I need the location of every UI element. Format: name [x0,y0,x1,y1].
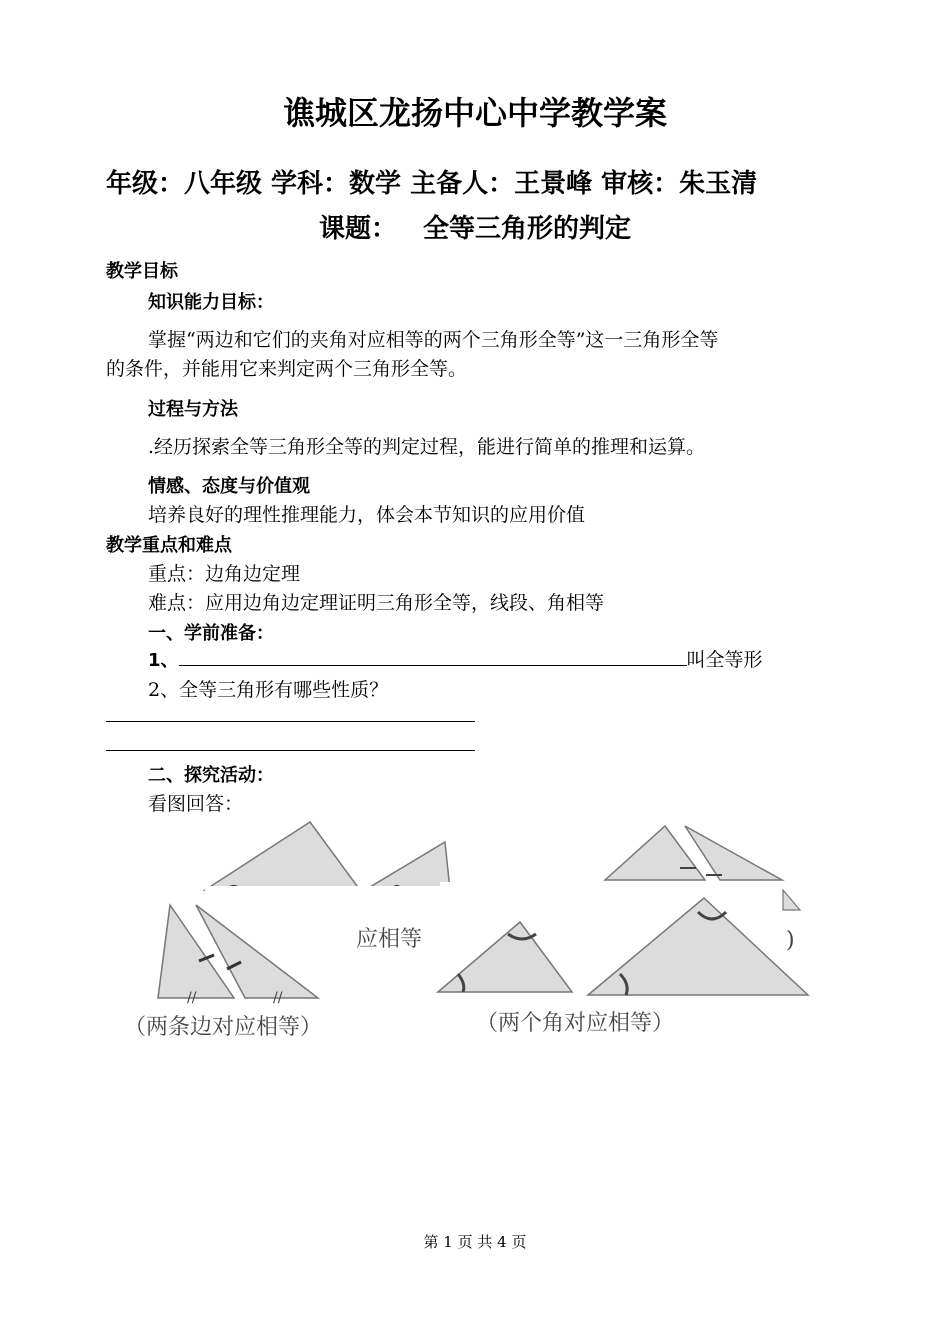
lesson-label: 课题： [318,214,397,244]
explore-instruction: 看图回答： [148,793,244,815]
process-heading: 过程与方法 [148,399,238,420]
key-points-heading: 教学重点和难点 [106,535,232,556]
objectives-heading: 教学目标 [106,261,178,282]
q1-suffix: 叫全等形 [686,649,763,671]
caption-two-sides: （两条边对应相等） [124,1015,323,1040]
partial-caption-left: 应相等 [356,927,423,952]
lesson-name: 全等三角形的判定 [423,214,632,244]
knowledge-text-line1: 掌握“两边和它们的夹角对应相等的两个三角形全等”这一三角形全等 [148,329,719,351]
triangle-two-angles-a [438,922,572,992]
meta-line: 年级：八年级 学科：数学 主备人：王景峰 审核：朱玉清 [106,169,758,199]
difficulty-point: 难点：应用边角边定理证明三角形全等，线段、角相等 [148,592,605,614]
key-point: 重点：边角边定理 [148,563,301,585]
double-tick-icon: // [273,990,283,1006]
partial-caption-right: ) [786,928,795,953]
partial-triangle-top-middle [365,842,450,890]
emotion-text: 培养良好的理性推理能力，体会本节知识的应用价值 [148,504,586,526]
caption-two-angles: （两个角对应相等） [476,1011,675,1036]
preparation-heading: 一、学前准备： [148,623,274,644]
partial-triangle-top-left [205,822,360,890]
emotion-heading: 情感、态度与价值观 [148,476,310,497]
preparation-q2: 2、全等三角形有哪些性质？ [148,679,389,701]
page-footer: 第 1 页 共 4 页 [423,1233,527,1251]
partial-triangle-edge [783,890,800,910]
process-text: .经历探索全等三角形全等的判定过程，能进行简单的推理和运算。 [148,436,706,458]
document-title: 谯城区龙扬中心中学教学案 [282,94,667,132]
knowledge-heading: 知识能力目标： [148,292,274,313]
q1-number: 1、 [148,650,179,671]
double-tick-icon: // [187,990,197,1006]
explore-heading: 二、探究活动： [148,765,274,786]
knowledge-text-line2: 的条件，并能用它来判定两个三角形全等。 [106,358,468,380]
